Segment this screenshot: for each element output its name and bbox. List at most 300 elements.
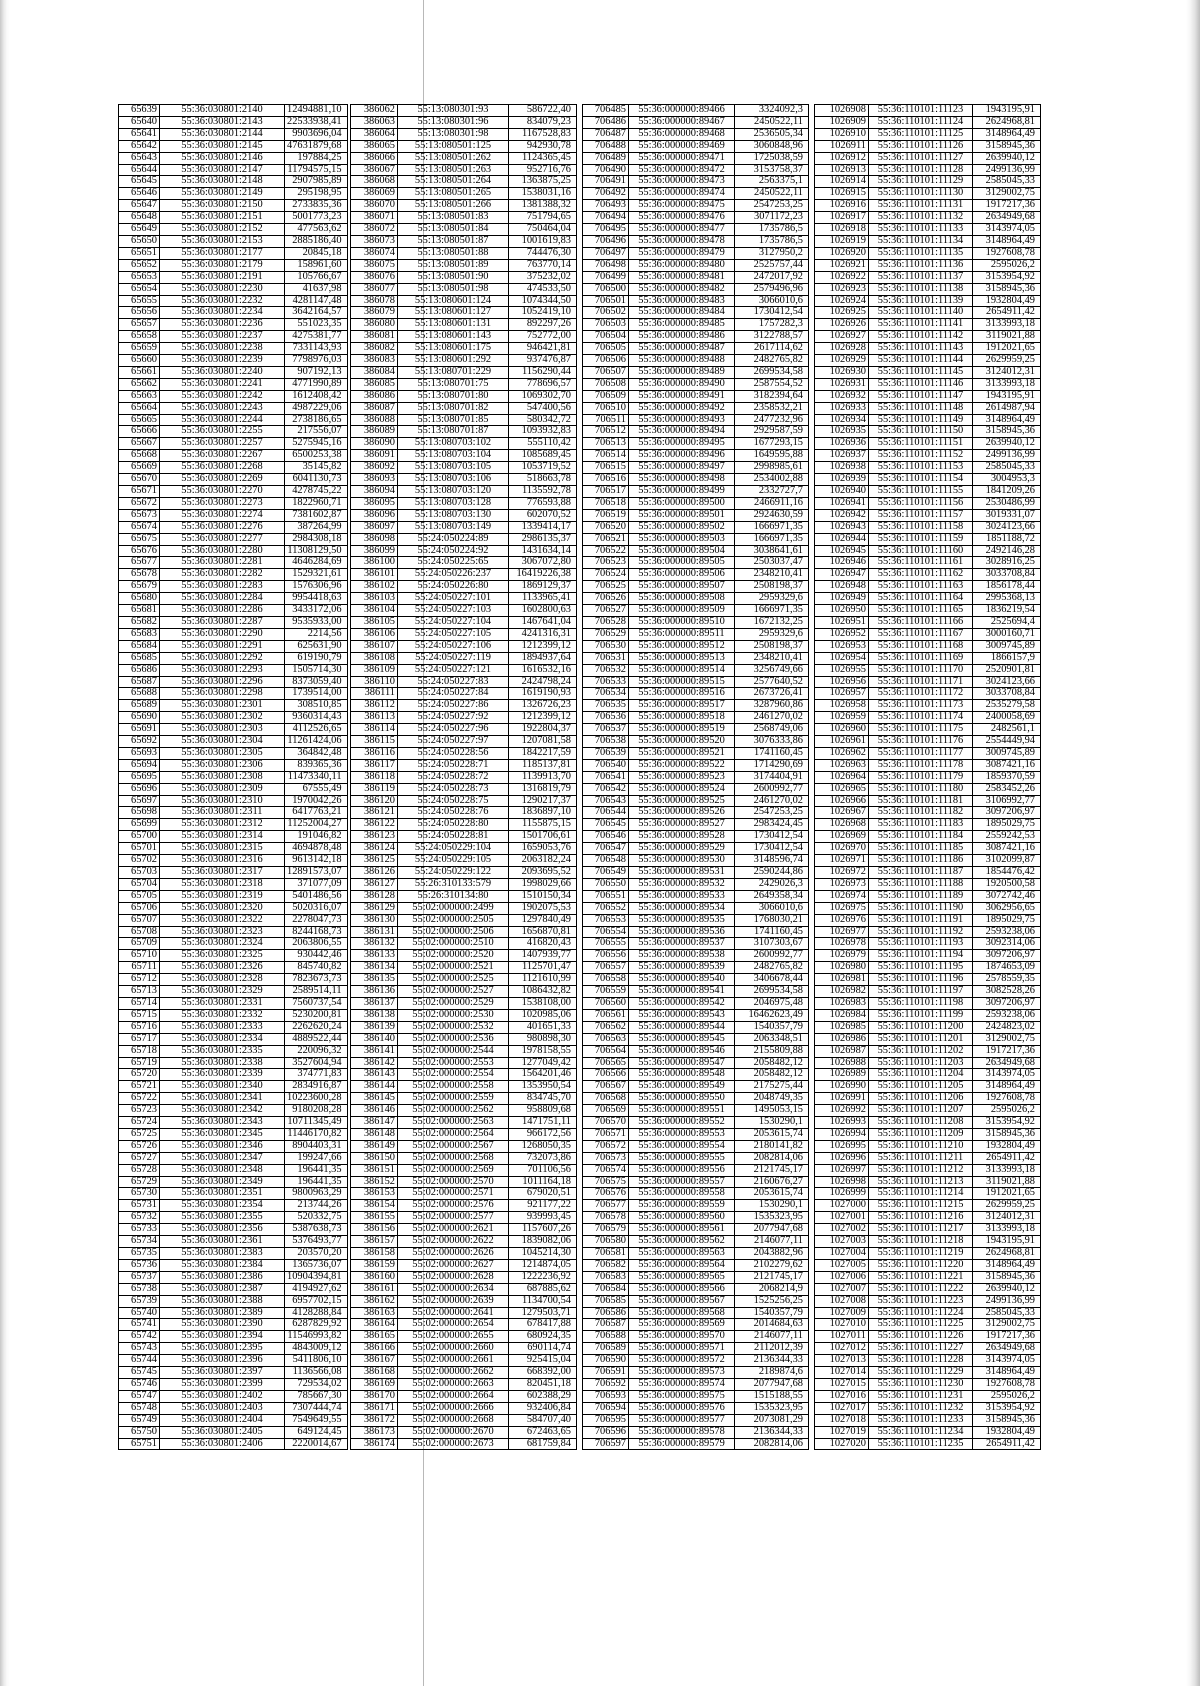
table-row bbox=[351, 926, 577, 938]
record-number-cell: 65710 bbox=[119, 950, 160, 962]
cadastral-value-cell: 7560737,54 bbox=[285, 997, 348, 1009]
cadastral-number-cell: 55:36:030801:2402 bbox=[160, 1390, 285, 1402]
cadastral-number-cell: 55:13:080501:263 bbox=[398, 164, 509, 176]
table-row bbox=[119, 1236, 348, 1248]
record-number-cell: 706513 bbox=[583, 438, 629, 450]
table-row bbox=[351, 974, 577, 986]
cadastral-number-cell: 55:36:000000:89515 bbox=[629, 676, 735, 688]
table-row bbox=[351, 1402, 577, 1414]
record-number-cell: 65645 bbox=[119, 176, 160, 188]
cadastral-value-cell: 2634949,68 bbox=[973, 212, 1041, 224]
record-number-cell: 386093 bbox=[351, 474, 398, 486]
cadastral-number-cell: 55:36:030801:2191 bbox=[160, 271, 285, 283]
record-number-cell: 65704 bbox=[119, 878, 160, 890]
record-number-cell: 1026951 bbox=[815, 616, 869, 628]
cadastral-number-cell: 55:13:080703:104 bbox=[398, 450, 509, 462]
cadastral-value-cell: 11794575,15 bbox=[285, 164, 348, 176]
cadastral-value-cell: 845740,82 bbox=[285, 962, 348, 974]
record-number-cell: 386170 bbox=[351, 1390, 398, 1402]
record-number-cell: 386158 bbox=[351, 1248, 398, 1260]
table-row bbox=[815, 783, 1041, 795]
cadastral-number-cell: 55:13:080701:80 bbox=[398, 390, 509, 402]
table-row bbox=[119, 378, 348, 390]
record-number-cell: 65658 bbox=[119, 331, 160, 343]
cadastral-value-cell: 7381602,87 bbox=[285, 509, 348, 521]
cadastral-number-cell: 55:36:000000:89553 bbox=[629, 1128, 735, 1140]
cadastral-value-cell: 3133993,18 bbox=[973, 1224, 1041, 1236]
cadastral-number-cell: 55:36:030801:2282 bbox=[160, 569, 285, 581]
table-row bbox=[583, 343, 809, 355]
table-row bbox=[351, 616, 577, 628]
record-number-cell: 1026950 bbox=[815, 605, 869, 617]
cadastral-number-cell: 55:36:110101:11226 bbox=[869, 1331, 973, 1343]
cadastral-number-cell: 55:36:000000:89535 bbox=[629, 914, 735, 926]
table-row bbox=[583, 724, 809, 736]
cadastral-value-cell: 2629959,25 bbox=[973, 1200, 1041, 1212]
cadastral-value-cell: 9535933,00 bbox=[285, 616, 348, 628]
cadastral-value-cell: 1339414,17 bbox=[509, 521, 577, 533]
record-number-cell: 386117 bbox=[351, 759, 398, 771]
table-row bbox=[119, 1295, 348, 1307]
cadastral-number-cell: 55:36:030801:2394 bbox=[160, 1331, 285, 1343]
cadastral-number-cell: 55:02:000000:2505 bbox=[398, 914, 509, 926]
record-number-cell: 386094 bbox=[351, 486, 398, 498]
cadastral-number-cell: 55:36:110101:11136 bbox=[869, 259, 973, 271]
record-number-cell: 1026971 bbox=[815, 855, 869, 867]
cadastral-value-cell: 2834916,87 bbox=[285, 1081, 348, 1093]
record-number-cell: 65661 bbox=[119, 366, 160, 378]
cadastral-number-cell: 55:36:110101:11153 bbox=[869, 462, 973, 474]
table-row bbox=[351, 855, 577, 867]
cadastral-number-cell: 55:36:110101:11180 bbox=[869, 783, 973, 795]
record-number-cell: 65680 bbox=[119, 593, 160, 605]
table-row bbox=[583, 688, 809, 700]
table-row bbox=[583, 1105, 809, 1117]
table-row bbox=[351, 1117, 577, 1129]
record-number-cell: 1026948 bbox=[815, 581, 869, 593]
cadastral-number-cell: 55:36:030801:2274 bbox=[160, 509, 285, 521]
cadastral-value-cell: 701106,56 bbox=[509, 1164, 577, 1176]
cadastral-value-cell: 2629959,25 bbox=[973, 355, 1041, 367]
cadastral-value-cell: 3097206,97 bbox=[973, 950, 1041, 962]
table-row bbox=[119, 366, 348, 378]
cadastral-value-cell: 751794,65 bbox=[509, 212, 577, 224]
cadastral-value-cell: 1363875,25 bbox=[509, 176, 577, 188]
cadastral-value-cell: 47631879,68 bbox=[285, 140, 348, 152]
table-row bbox=[351, 1009, 577, 1021]
cadastral-number-cell: 55:02:000000:2661 bbox=[398, 1355, 509, 1367]
cadastral-value-cell: 1978158,55 bbox=[509, 1045, 577, 1057]
cadastral-number-cell: 55:36:030801:2316 bbox=[160, 855, 285, 867]
table-row bbox=[815, 724, 1041, 736]
cadastral-number-cell: 55:36:110101:11203 bbox=[869, 1057, 973, 1069]
record-number-cell: 386087 bbox=[351, 402, 398, 414]
table-row bbox=[583, 926, 809, 938]
table-row bbox=[815, 152, 1041, 164]
cadastral-value-cell: 1920500,58 bbox=[973, 878, 1041, 890]
cadastral-number-cell: 55:36:110101:11223 bbox=[869, 1295, 973, 1307]
table-row bbox=[815, 247, 1041, 259]
record-number-cell: 386127 bbox=[351, 878, 398, 890]
cadastral-number-cell: 55:36:030801:2148 bbox=[160, 176, 285, 188]
record-number-cell: 706494 bbox=[583, 212, 629, 224]
cadastral-value-cell: 5230200,81 bbox=[285, 1009, 348, 1021]
cadastral-number-cell: 55:36:000000:89512 bbox=[629, 640, 735, 652]
cadastral-number-cell: 55:36:030801:2356 bbox=[160, 1224, 285, 1236]
table-row bbox=[351, 938, 577, 950]
record-number-cell: 386143 bbox=[351, 1069, 398, 1081]
cadastral-number-cell: 55:36:110101:11189 bbox=[869, 890, 973, 902]
record-number-cell: 706490 bbox=[583, 164, 629, 176]
record-number-cell: 386142 bbox=[351, 1057, 398, 1069]
cadastral-number-cell: 55:36:110101:11191 bbox=[869, 914, 973, 926]
cadastral-value-cell: 3087421,16 bbox=[973, 759, 1041, 771]
record-number-cell: 1026913 bbox=[815, 164, 869, 176]
table-row bbox=[119, 1152, 348, 1164]
table-row bbox=[119, 1224, 348, 1236]
cadastral-value-cell: 1214874,05 bbox=[509, 1259, 577, 1271]
cadastral-value-cell: 672463,65 bbox=[509, 1426, 577, 1438]
record-number-cell: 65668 bbox=[119, 450, 160, 462]
cadastral-value-cell: 966172,56 bbox=[509, 1128, 577, 1140]
record-number-cell: 1026989 bbox=[815, 1069, 869, 1081]
record-number-cell: 1027014 bbox=[815, 1367, 869, 1379]
cadastral-number-cell: 55:36:110101:11175 bbox=[869, 724, 973, 736]
record-number-cell: 65715 bbox=[119, 1009, 160, 1021]
record-number-cell: 706576 bbox=[583, 1188, 629, 1200]
cadastral-value-cell: 2595026,2 bbox=[973, 1390, 1041, 1402]
cadastral-value-cell: 2499136,99 bbox=[973, 164, 1041, 176]
cadastral-number-cell: 55:36:030801:2151 bbox=[160, 212, 285, 224]
record-number-cell: 65684 bbox=[119, 640, 160, 652]
cadastral-value-cell: 930442,46 bbox=[285, 950, 348, 962]
cadastral-value-cell: 4194927,62 bbox=[285, 1283, 348, 1295]
record-number-cell: 706565 bbox=[583, 1057, 629, 1069]
table-row bbox=[583, 867, 809, 879]
record-number-cell: 386152 bbox=[351, 1176, 398, 1188]
cadastral-value-cell: 2624968,81 bbox=[973, 116, 1041, 128]
table-row bbox=[119, 1164, 348, 1176]
table-row bbox=[351, 1390, 577, 1402]
cadastral-number-cell: 55:13:080703:102 bbox=[398, 438, 509, 450]
cadastral-number-cell: 55:36:000000:89504 bbox=[629, 545, 735, 557]
cadastral-number-cell: 55:36:110101:11154 bbox=[869, 474, 973, 486]
cadastral-number-cell: 55:36:030801:2346 bbox=[160, 1140, 285, 1152]
table-row bbox=[351, 545, 577, 557]
record-number-cell: 1026949 bbox=[815, 593, 869, 605]
record-number-cell: 1027012 bbox=[815, 1343, 869, 1355]
cadastral-value-cell: 191046,82 bbox=[285, 831, 348, 843]
record-number-cell: 386149 bbox=[351, 1140, 398, 1152]
record-number-cell: 65748 bbox=[119, 1402, 160, 1414]
record-number-cell: 65731 bbox=[119, 1200, 160, 1212]
cadastral-value-cell: 2093695,52 bbox=[509, 867, 577, 879]
table-row bbox=[119, 224, 348, 236]
cadastral-number-cell: 55:24:050227:83 bbox=[398, 676, 509, 688]
record-number-cell: 706508 bbox=[583, 378, 629, 390]
cadastral-value-cell: 3004953,3 bbox=[973, 474, 1041, 486]
table-row bbox=[351, 1355, 577, 1367]
table-row bbox=[351, 116, 577, 128]
table-row bbox=[815, 176, 1041, 188]
cadastral-value-cell: 3066010,6 bbox=[735, 295, 809, 307]
table-row bbox=[351, 1152, 577, 1164]
table-row bbox=[351, 200, 577, 212]
cadastral-value-cell: 1353950,54 bbox=[509, 1081, 577, 1093]
table-row bbox=[815, 1212, 1041, 1224]
record-number-cell: 706547 bbox=[583, 843, 629, 855]
cadastral-value-cell: 7549649,55 bbox=[285, 1414, 348, 1426]
table-row bbox=[351, 1188, 577, 1200]
table-row bbox=[119, 712, 348, 724]
record-number-cell: 1026957 bbox=[815, 688, 869, 700]
record-number-cell: 65721 bbox=[119, 1081, 160, 1093]
table-row bbox=[119, 438, 348, 450]
cadastral-number-cell: 55:36:000000:89543 bbox=[629, 1009, 735, 1021]
cadastral-number-cell: 55:36:030801:2397 bbox=[160, 1367, 285, 1379]
cadastral-number-cell: 55:36:030801:2354 bbox=[160, 1200, 285, 1212]
cadastral-number-cell: 55:36:030801:2339 bbox=[160, 1069, 285, 1081]
table-row bbox=[815, 1105, 1041, 1117]
cadastral-number-cell: 55:36:110101:11155 bbox=[869, 486, 973, 498]
record-number-cell: 706495 bbox=[583, 224, 629, 236]
cadastral-value-cell: 9180208,28 bbox=[285, 1105, 348, 1117]
cadastral-value-cell: 518663,78 bbox=[509, 474, 577, 486]
cadastral-number-cell: 55:24:050227:96 bbox=[398, 724, 509, 736]
cadastral-number-cell: 55:36:110101:11147 bbox=[869, 390, 973, 402]
cadastral-number-cell: 55:36:030801:2290 bbox=[160, 628, 285, 640]
table-row bbox=[119, 878, 348, 890]
cadastral-value-cell: 907192,13 bbox=[285, 366, 348, 378]
table-row bbox=[119, 188, 348, 200]
cadastral-number-cell: 55:36:030801:2348 bbox=[160, 1164, 285, 1176]
cadastral-value-cell: 942930,78 bbox=[509, 140, 577, 152]
cadastral-number-cell: 55:36:110101:11151 bbox=[869, 438, 973, 450]
cadastral-number-cell: 55:36:110101:11214 bbox=[869, 1188, 973, 1200]
record-number-cell: 65737 bbox=[119, 1271, 160, 1283]
record-number-cell: 65699 bbox=[119, 819, 160, 831]
record-number-cell: 65725 bbox=[119, 1128, 160, 1140]
record-number-cell: 1027001 bbox=[815, 1212, 869, 1224]
table-row bbox=[583, 414, 809, 426]
record-number-cell: 386136 bbox=[351, 986, 398, 998]
table-row bbox=[119, 533, 348, 545]
cadastral-number-cell: 55:02:000000:2554 bbox=[398, 1069, 509, 1081]
cadastral-value-cell: 2461270,02 bbox=[735, 712, 809, 724]
cadastral-value-cell: 374771,83 bbox=[285, 1069, 348, 1081]
cadastral-number-cell: 55:36:110101:11167 bbox=[869, 628, 973, 640]
cadastral-value-cell: 2585045,33 bbox=[973, 176, 1041, 188]
table-row bbox=[815, 1319, 1041, 1331]
cadastral-number-cell: 55:02:000000:2510 bbox=[398, 938, 509, 950]
table-row bbox=[815, 1021, 1041, 1033]
cadastral-number-cell: 55:36:030801:2232 bbox=[160, 295, 285, 307]
cadastral-number-cell: 55:36:030801:2143 bbox=[160, 116, 285, 128]
record-number-cell: 706564 bbox=[583, 1045, 629, 1057]
record-number-cell: 706587 bbox=[583, 1319, 629, 1331]
table-row bbox=[815, 1200, 1041, 1212]
record-number-cell: 65686 bbox=[119, 664, 160, 676]
cadastral-number-cell: 55:36:000000:89547 bbox=[629, 1057, 735, 1069]
record-number-cell: 706591 bbox=[583, 1367, 629, 1379]
record-number-cell: 386144 bbox=[351, 1081, 398, 1093]
cadastral-number-cell: 55:02:000000:2654 bbox=[398, 1319, 509, 1331]
cadastral-number-cell: 55:36:030801:2331 bbox=[160, 997, 285, 1009]
cadastral-value-cell: 5275945,16 bbox=[285, 438, 348, 450]
cadastral-value-cell: 308510,85 bbox=[285, 700, 348, 712]
cadastral-number-cell: 55:13:080301:98 bbox=[398, 128, 509, 140]
cadastral-value-cell: 3124012,31 bbox=[973, 366, 1041, 378]
cadastral-value-cell: 776593,88 bbox=[509, 497, 577, 509]
table-row bbox=[119, 1378, 348, 1390]
cadastral-number-cell: 55:13:080701:85 bbox=[398, 414, 509, 426]
cadastral-value-cell: 1086432,82 bbox=[509, 986, 577, 998]
table-row bbox=[119, 343, 348, 355]
table-row bbox=[351, 1224, 577, 1236]
record-number-cell: 706500 bbox=[583, 283, 629, 295]
table-row bbox=[119, 616, 348, 628]
cadastral-number-cell: 55:36:000000:89544 bbox=[629, 1021, 735, 1033]
cadastral-value-cell: 555110,42 bbox=[509, 438, 577, 450]
table-row bbox=[583, 1283, 809, 1295]
cadastral-number-cell: 55:13:080501:264 bbox=[398, 176, 509, 188]
cadastral-number-cell: 55:36:110101:11142 bbox=[869, 331, 973, 343]
table-row bbox=[815, 771, 1041, 783]
table-row bbox=[119, 402, 348, 414]
cadastral-number-cell: 55:36:110101:11182 bbox=[869, 807, 973, 819]
table-row bbox=[119, 1093, 348, 1105]
table-row bbox=[119, 1212, 348, 1224]
cadastral-number-cell: 55:36:000000:89545 bbox=[629, 1033, 735, 1045]
cadastral-value-cell: 4843009,12 bbox=[285, 1343, 348, 1355]
cadastral-value-cell: 213744,26 bbox=[285, 1200, 348, 1212]
cadastral-number-cell: 55:24:050227:103 bbox=[398, 605, 509, 617]
cadastral-number-cell: 55:36:110101:11213 bbox=[869, 1176, 973, 1188]
table-row bbox=[351, 497, 577, 509]
cadastral-value-cell: 3143974,05 bbox=[973, 1355, 1041, 1367]
record-number-cell: 65652 bbox=[119, 259, 160, 271]
record-number-cell: 65712 bbox=[119, 974, 160, 986]
table-row bbox=[351, 164, 577, 176]
cadastral-number-cell: 55:36:030801:2302 bbox=[160, 712, 285, 724]
record-number-cell: 1027011 bbox=[815, 1331, 869, 1343]
cadastral-value-cell: 1074344,50 bbox=[509, 295, 577, 307]
record-number-cell: 386077 bbox=[351, 283, 398, 295]
cadastral-value-cell: 2525694,4 bbox=[973, 616, 1041, 628]
cadastral-value-cell: 1124365,45 bbox=[509, 152, 577, 164]
record-number-cell: 706542 bbox=[583, 783, 629, 795]
table-row bbox=[119, 331, 348, 343]
table-row bbox=[815, 1128, 1041, 1140]
cadastral-value-cell: 2639940,12 bbox=[973, 1283, 1041, 1295]
table-row bbox=[583, 235, 809, 247]
record-number-cell: 386120 bbox=[351, 795, 398, 807]
record-number-cell: 386085 bbox=[351, 378, 398, 390]
cadastral-number-cell: 55:36:030801:2326 bbox=[160, 962, 285, 974]
table-row bbox=[815, 664, 1041, 676]
cadastral-value-cell: 3158945,36 bbox=[973, 283, 1041, 295]
record-number-cell: 706586 bbox=[583, 1307, 629, 1319]
cadastral-number-cell: 55:36:110101:11161 bbox=[869, 557, 973, 569]
cadastral-value-cell: 2046975,48 bbox=[735, 997, 809, 1009]
cadastral-number-cell: 55:13:080301:93 bbox=[398, 105, 509, 117]
record-number-cell: 1026921 bbox=[815, 259, 869, 271]
cadastral-number-cell: 55:36:000000:89529 bbox=[629, 843, 735, 855]
record-number-cell: 386163 bbox=[351, 1307, 398, 1319]
table-row bbox=[583, 200, 809, 212]
cadastral-number-cell: 55:36:030801:2147 bbox=[160, 164, 285, 176]
record-number-cell: 1026963 bbox=[815, 759, 869, 771]
cadastral-number-cell: 55:36:110101:11218 bbox=[869, 1236, 973, 1248]
table-row bbox=[351, 1128, 577, 1140]
record-number-cell: 65649 bbox=[119, 224, 160, 236]
record-number-cell: 706568 bbox=[583, 1093, 629, 1105]
table-row bbox=[815, 950, 1041, 962]
record-number-cell: 386098 bbox=[351, 533, 398, 545]
cadastral-number-cell: 55:36:030801:2384 bbox=[160, 1259, 285, 1271]
cadastral-value-cell: 678417,88 bbox=[509, 1319, 577, 1331]
record-number-cell: 386156 bbox=[351, 1224, 398, 1236]
cadastral-number-cell: 55:36:110101:11184 bbox=[869, 831, 973, 843]
record-number-cell: 706521 bbox=[583, 533, 629, 545]
cadastral-number-cell: 55:36:030801:2269 bbox=[160, 474, 285, 486]
record-number-cell: 706493 bbox=[583, 200, 629, 212]
cadastral-value-cell: 1927608,78 bbox=[973, 1378, 1041, 1390]
cadastral-number-cell: 55:36:000000:89527 bbox=[629, 819, 735, 831]
cadastral-value-cell: 1530290,1 bbox=[735, 1117, 809, 1129]
cadastral-number-cell: 55:36:000000:89542 bbox=[629, 997, 735, 1009]
table-row bbox=[815, 509, 1041, 521]
table-row bbox=[351, 1414, 577, 1426]
table-row bbox=[351, 712, 577, 724]
cadastral-value-cell: 1268050,35 bbox=[509, 1140, 577, 1152]
record-number-cell: 65670 bbox=[119, 474, 160, 486]
cadastral-number-cell: 55:36:000000:89525 bbox=[629, 795, 735, 807]
table-row bbox=[119, 164, 348, 176]
record-number-cell: 386147 bbox=[351, 1117, 398, 1129]
table-row bbox=[119, 902, 348, 914]
cadastral-value-cell: 1515188,55 bbox=[735, 1390, 809, 1402]
table-row bbox=[815, 1176, 1041, 1188]
cadastral-value-cell: 1001619,83 bbox=[509, 235, 577, 247]
cadastral-value-cell: 1856178,44 bbox=[973, 581, 1041, 593]
cadastral-number-cell: 55:13:080601:124 bbox=[398, 295, 509, 307]
record-number-cell: 65705 bbox=[119, 890, 160, 902]
cadastral-value-cell: 1895029,75 bbox=[973, 914, 1041, 926]
record-number-cell: 386119 bbox=[351, 783, 398, 795]
record-number-cell: 1026915 bbox=[815, 188, 869, 200]
table-row bbox=[583, 140, 809, 152]
table-row bbox=[351, 1438, 577, 1450]
table-row bbox=[815, 521, 1041, 533]
table-row bbox=[351, 176, 577, 188]
cadastral-value-cell: 2654911,42 bbox=[973, 1152, 1041, 1164]
cadastral-value-cell: 1155875,15 bbox=[509, 819, 577, 831]
table-row bbox=[119, 807, 348, 819]
cadastral-value-cell: 602388,29 bbox=[509, 1390, 577, 1402]
cadastral-value-cell: 1525256,25 bbox=[735, 1295, 809, 1307]
cadastral-number-cell: 55:36:000000:89472 bbox=[629, 164, 735, 176]
cadastral-number-cell: 55:36:000000:89505 bbox=[629, 557, 735, 569]
table-row bbox=[119, 1283, 348, 1295]
table-row bbox=[815, 807, 1041, 819]
record-number-cell: 65693 bbox=[119, 747, 160, 759]
table-row bbox=[583, 771, 809, 783]
table-row bbox=[119, 724, 348, 736]
cadastral-value-cell: 1495053,15 bbox=[735, 1105, 809, 1117]
cadastral-value-cell: 2535279,58 bbox=[973, 700, 1041, 712]
record-number-cell: 65706 bbox=[119, 902, 160, 914]
